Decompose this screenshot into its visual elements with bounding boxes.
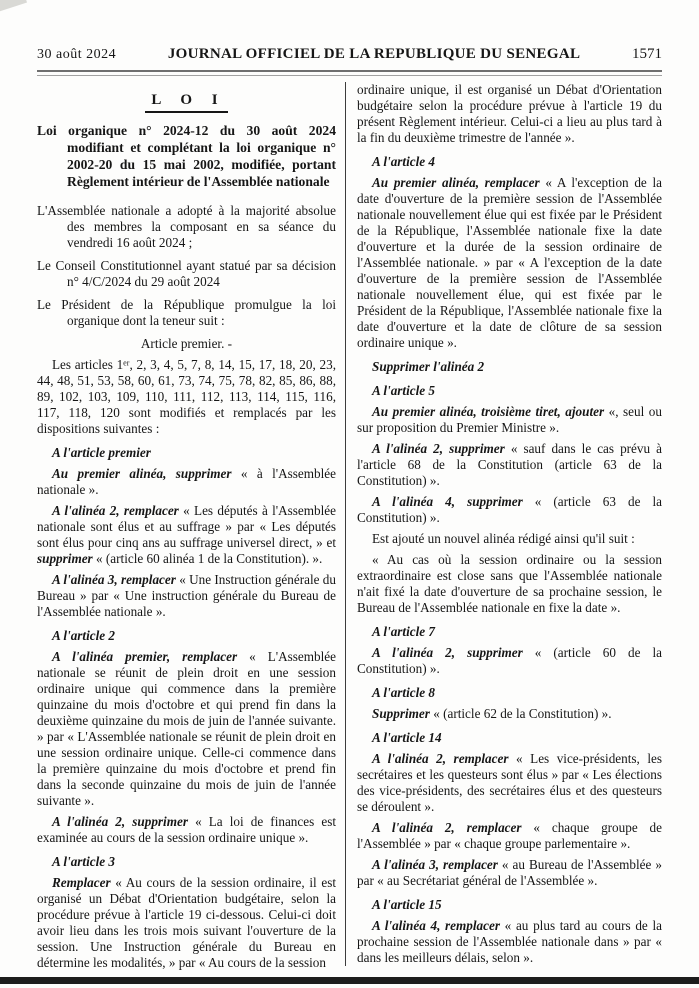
amendment-text: « A l'exception de la date d'ouverture de la première session de l'Assemblée nationale nouvellement élue qui est fixée par le Président de la République, l'Assemblée nationale fixe la date d'ouverture et la durée de la session ordinaire de l'Assemblée nationale. » par « A l'exception de la date d'ouverture de la première session de l'Assemblée nationale nouvellement élue, qui est fixée par le Président de la République, l'Assemblée nationale fixe la date d'ouverture et la date de clôture de sa session ordinaire unique ».: [357, 175, 662, 350]
amendment-paragraph: [357, 706, 662, 722]
amendment-lead: A l'alinéa 2, remplacer: [372, 820, 522, 835]
amendment-lead: A l'alinéa 2, remplacer: [372, 751, 509, 766]
amendment-heading: A l'article 7: [372, 624, 436, 639]
amendment-paragraph: [357, 404, 662, 436]
article-premier-heading: Article premier. -: [140, 336, 233, 351]
amendment-paragraph: [357, 531, 662, 547]
amendment-text: « Au cas où la session ordinaire ou la session extraordinaire est close sans que l'Assemblée nationale n'ait fixé la date d'ouverture de sa prochaine session, le Bureau de l'Assemblée nationale en fixe la date ».: [357, 552, 662, 615]
amendment-heading: A l'article 5: [372, 383, 436, 398]
loi-heading-text: L O I: [145, 92, 227, 113]
amendment-text: « Une Instruction générale du Bureau » par « Une instruction générale du Bureau de l'Assemblée nationale ».: [37, 572, 336, 619]
amendment-paragraph: [37, 814, 336, 846]
amendment-text: « au Bureau de l'Assemblée » par « au Secrétariat général de l'Assemblée ».: [357, 857, 662, 888]
amendment-text: ordinaire unique, il est organisé un Débat d'Orientation budgétaire selon la procédure prévue à l'article 19 du présent Règlement intérieur. Celui-ci a lieu au plus tard à la fin du deuxième trimestre de l'année ».: [357, 82, 662, 145]
amendment-text: « (article 60 de la Constitution) ».: [357, 645, 662, 676]
journal-title: JOURNAL OFFICIEL DE LA REPUBLIQUE DU SENEGAL: [167, 46, 581, 62]
amendment-lead: A l'alinéa 2, supprimer: [52, 814, 188, 829]
amendment-heading: A l'article 8: [372, 685, 436, 700]
amendment-lead: A l'alinéa 4, supprimer: [372, 494, 523, 509]
amendment-text: « Les vice-présidents, les secrétaires et les questeurs sont élus » par « Les élections des vice-présidents, des secrétaires élus et des questeurs se déroulent ».: [357, 751, 662, 814]
amendment-heading: Supprimer l'alinéa 2: [372, 359, 485, 374]
amendment-paragraph: [37, 875, 336, 971]
page-header: [37, 46, 662, 63]
amendment-paragraph: [37, 649, 336, 809]
content-columns: [37, 82, 662, 980]
amendment-lead: A l'alinéa 2, supprimer: [372, 645, 523, 660]
amendment-lead: A l'alinéa 3, remplacer: [372, 857, 498, 872]
amendment-lead: A l'alinéa 2, remplacer: [52, 503, 179, 518]
amendment-lead: A l'alinéa 4, remplacer: [372, 918, 500, 933]
amendment-heading: A l'article 14: [372, 730, 442, 745]
amendment-text: « Au cours de la session ordinaire, il est organisé un Débat d'Orientation budgétaire, selon la procédure prévue à l'article 19 ci-dessous. Celui-ci doit avoir lieu dans les trois mois suivant l'ouverture de la session. Une Instruction générale du Bureau en détermine les modalités, » par « Au cours de la session: [37, 875, 336, 970]
left-amendments: [37, 445, 336, 971]
amendment-text: « chaque groupe de l'Assemblée » par « chaque groupe parlementaire ».: [357, 820, 662, 851]
amendment-paragraph: [357, 645, 662, 677]
left-column: [37, 82, 336, 980]
header-double-rule: [37, 70, 662, 76]
page-number: 1571: [632, 46, 662, 62]
amendment-paragraph: [37, 572, 336, 620]
amendment-paragraph: [357, 918, 662, 966]
amendment-text: « (article 63 de la Constitution) ».: [357, 494, 662, 525]
amendment-paragraph: [357, 82, 662, 146]
amendment-text: « sauf dans le cas prévu à l'article 68 de la Constitution (article 63 de la Constitution) ».: [357, 441, 662, 488]
amendment-lead: A l'alinéa premier, remplacer: [52, 649, 238, 664]
preamble-paragraph: Le Président de la République promulgue la loi organique dont la teneur suit :: [37, 297, 336, 328]
right-column: [346, 82, 662, 980]
amendment-lead: Supprimer: [372, 706, 430, 721]
amendment-paragraph: [357, 552, 662, 616]
amendment-lead: Au premier alinéa, troisième tiret, ajouter: [372, 404, 605, 419]
loi-heading: [37, 92, 336, 108]
amendment-paragraph: [357, 751, 662, 815]
amendment-text: « au plus tard au cours de la prochaine session de l'Assemblée nationale dans » par « dans les meilleurs délais, selon ».: [357, 918, 662, 965]
amendment-heading: A l'article 2: [52, 628, 116, 643]
amendment-text: « Les députés à l'Assemblée nationale sont élus et au suffrage » par « Les députés sont élus pour cinq ans au suffrage universel direct, » et: [37, 503, 336, 550]
amendment-lead: A l'alinéa 3, remplacer: [52, 572, 176, 587]
right-amendments: [357, 82, 662, 966]
amendment-paragraph: [37, 466, 336, 498]
amendment-lead: supprimer: [37, 551, 93, 566]
amendment-text: Est ajouté un nouvel alinéa rédigé ainsi qu'il suit :: [372, 531, 635, 546]
articles-list-paragraph: Les articles 1ᵉʳ, 2, 3, 4, 5, 7, 8, 14, 15, 17, 18, 20, 23, 44, 48, 51, 53, 58, 60, 61, 73, 74, 75, 78, 82, 85, 86, 88, 89, 102, 103, 109, 110, 111, 112, 113, 114, 115, 116, 117, 118, 120 sont modifiés et remplacés par les dispositions suivantes :: [37, 357, 336, 436]
law-title: Loi organique n° 2024-12 du 30 août 2024 modifiant et complétant la loi organique n° 2002-20 du 15 mai 2002, modifiée, portant Règlement intérieur de l'Assemblée nationale: [37, 123, 336, 189]
amendment-text: « à l'Assemblée nationale ».: [37, 466, 336, 497]
amendment-heading: A l'article premier: [52, 445, 151, 460]
scan-edge-band: [0, 977, 699, 984]
amendment-text: « (article 62 de la Constitution) ».: [429, 706, 612, 721]
scan-artifact: [0, 0, 27, 13]
amendment-paragraph: [357, 441, 662, 489]
amendment-heading: A l'article 3: [52, 854, 116, 869]
amendment-text: « L'Assemblée nationale se réunit de plein droit en une session ordinaire unique qui commence dans la première quinzaine du mois d'octobre et qui prend fin dans la deuxième quinzaine du mois de juin de l'année suivante. » par « L'Assemblée nationale se réunit de plein droit en une session ordinaire unique. Celle-ci commence dans la première quinzaine du mois d'octobre et prend fin dans la seconde quinzaine du mois de juin de l'année suivante ».: [37, 649, 337, 808]
preamble-paragraph: L'Assemblée nationale a adopté à la majorité absolue des membres la composant en sa séance du vendredi 16 août 2024 ;: [37, 203, 336, 250]
amendment-paragraph: [357, 820, 662, 852]
amendment-paragraph: [37, 503, 336, 567]
amendment-text: « (article 60 alinéa 1 de la Constitution). ».: [92, 551, 323, 566]
amendment-paragraph: [357, 494, 662, 526]
amendment-lead: Au premier alinéa, supprimer: [52, 466, 232, 481]
amendment-lead: A l'alinéa 2, supprimer: [372, 441, 505, 456]
amendment-text: « La loi de finances est examinée au cours de la session ordinaire unique ».: [37, 814, 336, 845]
amendment-paragraph: [357, 857, 662, 889]
amendment-text: «, seul ou sur proposition du Premier Ministre ».: [357, 404, 662, 435]
preamble-paragraph: Le Conseil Constitutionnel ayant statué par sa décision n° 4/C/2024 du 29 août 2024: [37, 258, 336, 289]
amendment-lead: Au premier alinéa, remplacer: [372, 175, 540, 190]
amendment-paragraph: [357, 175, 662, 351]
amendment-heading: A l'article 4: [372, 154, 436, 169]
amendment-heading: A l'article 15: [372, 897, 442, 912]
header-date: 30 août 2024: [37, 47, 117, 62]
amendment-lead: Remplacer: [52, 875, 111, 890]
